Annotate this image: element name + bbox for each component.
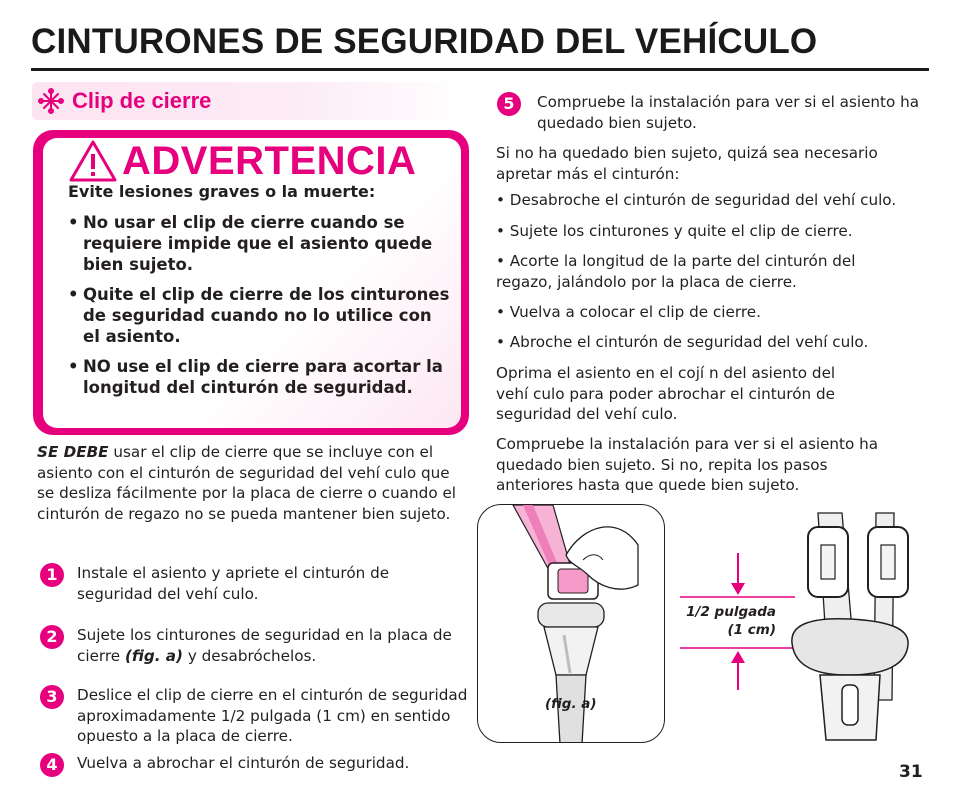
intro-paragraph — [37, 442, 457, 524]
flower-icon — [38, 88, 64, 114]
step-text: Compruebe la instalación para ver si el asiento ha quedado bien sujeto. — [537, 93, 920, 132]
warning-item: • No usar el clip de cierre cuando se requiere impide que el asiento quede bien sujeto. — [68, 212, 453, 275]
intro-emphasis: SE DEBE — [37, 443, 109, 461]
right-bullet: • Abroche el cinturón de seguridad del vehí culo. — [496, 333, 869, 351]
title-rule — [31, 68, 929, 71]
warning-header — [68, 138, 416, 184]
step-text: Instale el asiento y apriete el cinturón de seguridad del vehí culo. — [77, 564, 390, 603]
warning-list — [68, 212, 453, 407]
section-title: Clip de cierre — [72, 88, 212, 113]
right-bullet: • Acorte la longitud de la parte del cinturón del regazo, jalándolo por la placa de cierre. — [496, 252, 856, 291]
warning-subheading: Evite lesiones graves o la muerte: — [68, 182, 376, 201]
right-bullet: • Vuelva a colocar el clip de cierre. — [496, 303, 761, 321]
step-number: 4 — [40, 753, 64, 777]
warning-triangle-icon — [68, 139, 118, 183]
page-title: CINTURONES DE SEGURIDAD DEL VEHÍCULO — [31, 22, 818, 61]
warning-item: • NO use el clip de cierre para acortar la longitud del cinturón de seguridad. — [68, 356, 453, 398]
step-number: 1 — [40, 563, 64, 587]
right-paragraph: Oprima el asiento en el cojí n del asiento del vehí culo para poder abrochar el cinturón de seguridad del vehí culo. — [496, 364, 836, 423]
measure-label-line2: (1 cm) — [727, 622, 776, 638]
figure-reference: (fig. a) — [124, 646, 183, 665]
step-number: 3 — [40, 685, 64, 709]
measure-label-line1: 1/2 pulgada — [686, 604, 776, 620]
intro-text: usar el clip de cierre que se incluye con el asiento con el cinturón de seguridad del vehí culo que se desliza fácilmente por la placa de cierre o cuando el cinturón de regazo no se pueda mantener bien sujeto. — [37, 443, 457, 523]
step-number: 2 — [40, 625, 64, 649]
page-number: 31 — [899, 762, 923, 782]
right-paragraph: Compruebe la instalación para ver si el asiento ha quedado bien sujeto. Si no, repita los pasos anteriores hasta que quede bien sujeto. — [496, 435, 879, 494]
step-text — [77, 625, 467, 666]
right-bullet: • Desabroche el cinturón de seguridad del vehí culo. — [496, 191, 897, 209]
warning-item: • Quite el clip de cierre de los cinturones de seguridad cuando no lo utilice con el asiento. — [68, 284, 453, 347]
step-text: Deslice el clip de cierre en el cinturón de seguridad aproximadamente 1/2 pulgada (1 cm) en sentido opuesto a la placa de cierre. — [77, 686, 468, 745]
step-text-post: y desabróchelos. — [183, 646, 317, 665]
measure-arrow-bottom — [731, 651, 745, 690]
warning-title: ADVERTENCIA — [122, 138, 417, 183]
section-header — [32, 82, 466, 120]
step-text: Vuelva a abrochar el cinturón de seguridad. — [77, 754, 410, 772]
step-text-pre: Sujete los cinturones de seguridad en la placa de cierre — [77, 626, 452, 665]
measure-arrow-top — [731, 553, 745, 595]
figure-caption: (fig. a) — [545, 696, 597, 712]
measure-label — [676, 603, 776, 639]
right-bullet: • Sujete los cinturones y quite el clip de cierre. — [496, 222, 853, 240]
step-number: 5 — [497, 92, 521, 116]
right-lead: Si no ha quedado bien sujeto, quizá sea necesario apretar más el cinturón: — [496, 144, 878, 183]
